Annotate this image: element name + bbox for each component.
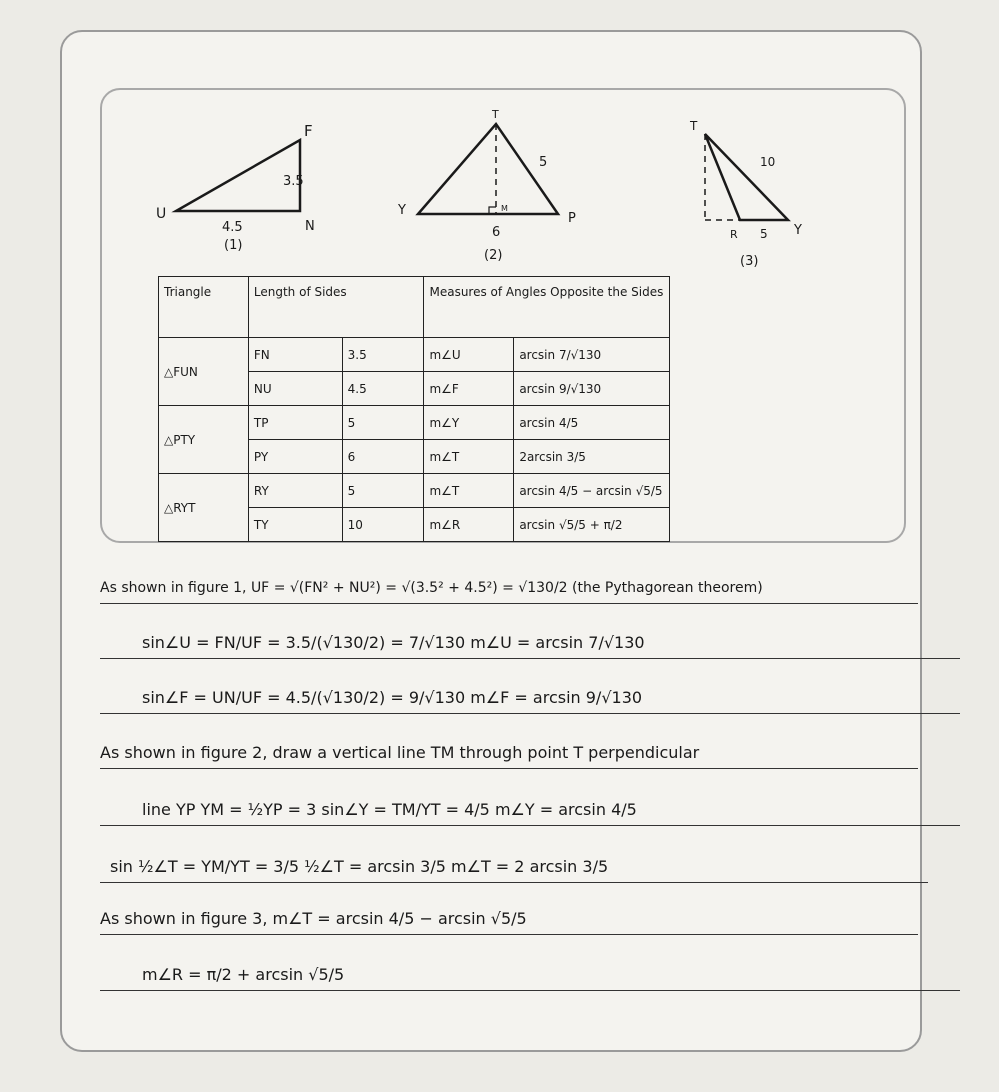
header-triangle: Triangle: [159, 277, 249, 338]
side-TY-label: 10: [760, 155, 776, 169]
figure-1-caption: (1): [224, 238, 243, 253]
solution-line-4: As shown in figure 2, draw a vertical line TM through point T perpendicular: [100, 738, 918, 769]
triangle-cell: △RYT: [159, 474, 249, 542]
vertex-P-label: P: [568, 211, 576, 226]
side-cell: TY: [248, 508, 342, 542]
table-header-row: [159, 277, 670, 338]
angle-cell: m∠F: [424, 372, 514, 406]
vertex-N-label: N: [305, 219, 315, 234]
figure-2: [392, 110, 602, 245]
table-row: [159, 474, 670, 508]
side-YP-label: 6: [492, 225, 501, 240]
angle-cell: m∠T: [424, 474, 514, 508]
solution-line-2: sin∠U = FN/UF = 3.5/(√130/2) = 7/√130 m∠U = arcsin 7/√130: [100, 628, 960, 659]
side-FN-label: 3.5: [283, 174, 304, 189]
table-row: [159, 406, 670, 440]
side-cell: NU: [248, 372, 342, 406]
length-cell: 10: [342, 508, 424, 542]
side-cell: FN: [248, 338, 342, 372]
header-angles: Measures of Angles Opposite the Sides: [424, 277, 670, 338]
vertex-Y-label: Y: [794, 223, 802, 238]
figure-2-drawing: [392, 110, 602, 245]
side-TP-label: 5: [539, 155, 548, 170]
figure-3-drawing: [690, 120, 820, 250]
vertex-R-label: R: [730, 228, 738, 241]
figure-1-drawing: [150, 118, 330, 248]
solution-line-3: sin∠F = UN/UF = 4.5/(√130/2) = 9/√130 m∠F = arcsin 9/√130: [100, 683, 960, 714]
angle-cell: m∠T: [424, 440, 514, 474]
side-cell: PY: [248, 440, 342, 474]
measure-cell: arcsin 4/5 − arcsin √5/5: [514, 474, 670, 508]
measure-cell: 2arcsin 3/5: [514, 440, 670, 474]
vertex-F-label: F: [304, 122, 313, 140]
figure-1: [150, 118, 330, 248]
side-NU-label: 4.5: [222, 220, 243, 235]
figure-3: [690, 120, 820, 250]
header-length: Length of Sides: [248, 277, 424, 338]
vertex-T-label: T: [492, 108, 499, 121]
length-cell: 5: [342, 406, 424, 440]
side-RY-label: 5: [760, 227, 768, 241]
angle-cell: m∠Y: [424, 406, 514, 440]
solution-line-8: m∠R = π/2 + arcsin √5/5: [100, 960, 960, 991]
solution-line-6: sin ½∠T = YM/YT = 3/5 ½∠T = arcsin 3/5 m∠T = 2 arcsin 3/5: [100, 852, 928, 883]
vertex-U-label: U: [156, 206, 167, 222]
solution-line-5: line YP YM = ½YP = 3 sin∠Y = TM/YT = 4/5 m∠Y = arcsin 4/5: [100, 795, 960, 826]
solution-line-7: As shown in figure 3, m∠T = arcsin 4/5 − arcsin √5/5: [100, 904, 918, 935]
triangle-cell: △FUN: [159, 338, 249, 406]
figure-3-caption: (3): [740, 254, 759, 269]
side-cell: TP: [248, 406, 342, 440]
measure-cell: arcsin 7/√130: [514, 338, 670, 372]
side-cell: RY: [248, 474, 342, 508]
length-cell: 4.5: [342, 372, 424, 406]
length-cell: 5: [342, 474, 424, 508]
vertex-Y-label: Y: [398, 203, 406, 218]
table-row: [159, 338, 670, 372]
vertex-T-label: T: [690, 119, 698, 133]
measure-cell: arcsin 9/√130: [514, 372, 670, 406]
solution-line-1: As shown in figure 1, UF = √(FN² + NU²) = √(3.5² + 4.5²) = √130/2 (the Pythagorean theorem): [100, 573, 918, 604]
length-cell: 6: [342, 440, 424, 474]
angle-cell: m∠U: [424, 338, 514, 372]
triangle-cell: △PTY: [159, 406, 249, 474]
figure-2-caption: (2): [484, 248, 503, 263]
measure-cell: arcsin 4/5: [514, 406, 670, 440]
point-M-label: M: [501, 204, 508, 213]
length-cell: 3.5: [342, 338, 424, 372]
measure-cell: arcsin √5/5 + π/2: [514, 508, 670, 542]
measures-table: [158, 276, 670, 542]
angle-cell: m∠R: [424, 508, 514, 542]
